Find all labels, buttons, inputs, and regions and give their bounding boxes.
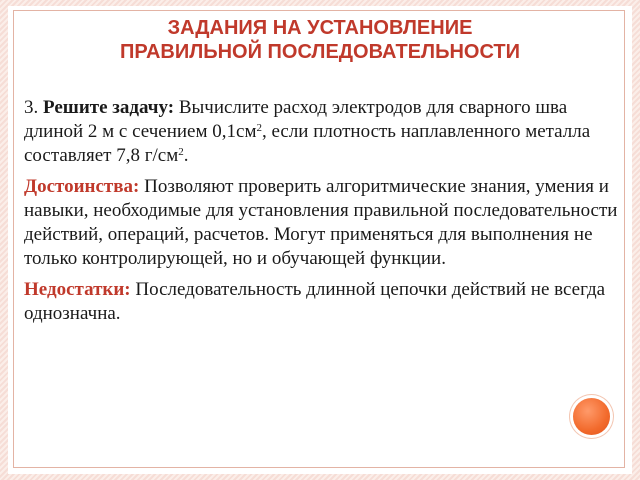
slide-body: [24, 96, 620, 333]
task-sup-1: 2: [256, 122, 262, 134]
advantages-paragraph: [24, 175, 620, 271]
task-paragraph: [24, 96, 620, 168]
task-text-3: .: [183, 145, 189, 166]
task-text-1: Вычислите расход электродов для сварного шва длиной 2 м с сечением 0,1см: [24, 97, 568, 142]
title-line-1: ЗАДАНИЯ НА УСТАНОВЛЕНИЕ: [167, 17, 473, 39]
task-text-2: , если плотность наплавленного металла составляет 7,8 г/см: [24, 121, 591, 166]
advantages-label: Достоинства:: [24, 176, 140, 197]
task-sup-2: 2: [178, 146, 184, 158]
advantages-text: Позволяют проверить алгоритмические знания, умения и навыки, необходимые для установления правильной последовательности действий, операций, расчетов. Могут применяться для выполнения не только контролирующей, но и обучающей функции.: [24, 176, 618, 269]
disadvantages-label: Недостатки:: [24, 279, 131, 300]
slide-title: [18, 16, 622, 64]
disadvantages-text: Последовательность длинной цепочки действий не всегда однозначна.: [24, 279, 606, 324]
decorative-circle-icon: [573, 398, 610, 435]
title-line-2: ПРАВИЛЬНОЙ ПОСЛЕДОВАТЕЛЬНОСТИ: [119, 41, 520, 63]
disadvantages-paragraph: [24, 278, 620, 326]
task-number: 3.: [24, 97, 39, 118]
task-label: Решите задачу:: [43, 97, 175, 118]
